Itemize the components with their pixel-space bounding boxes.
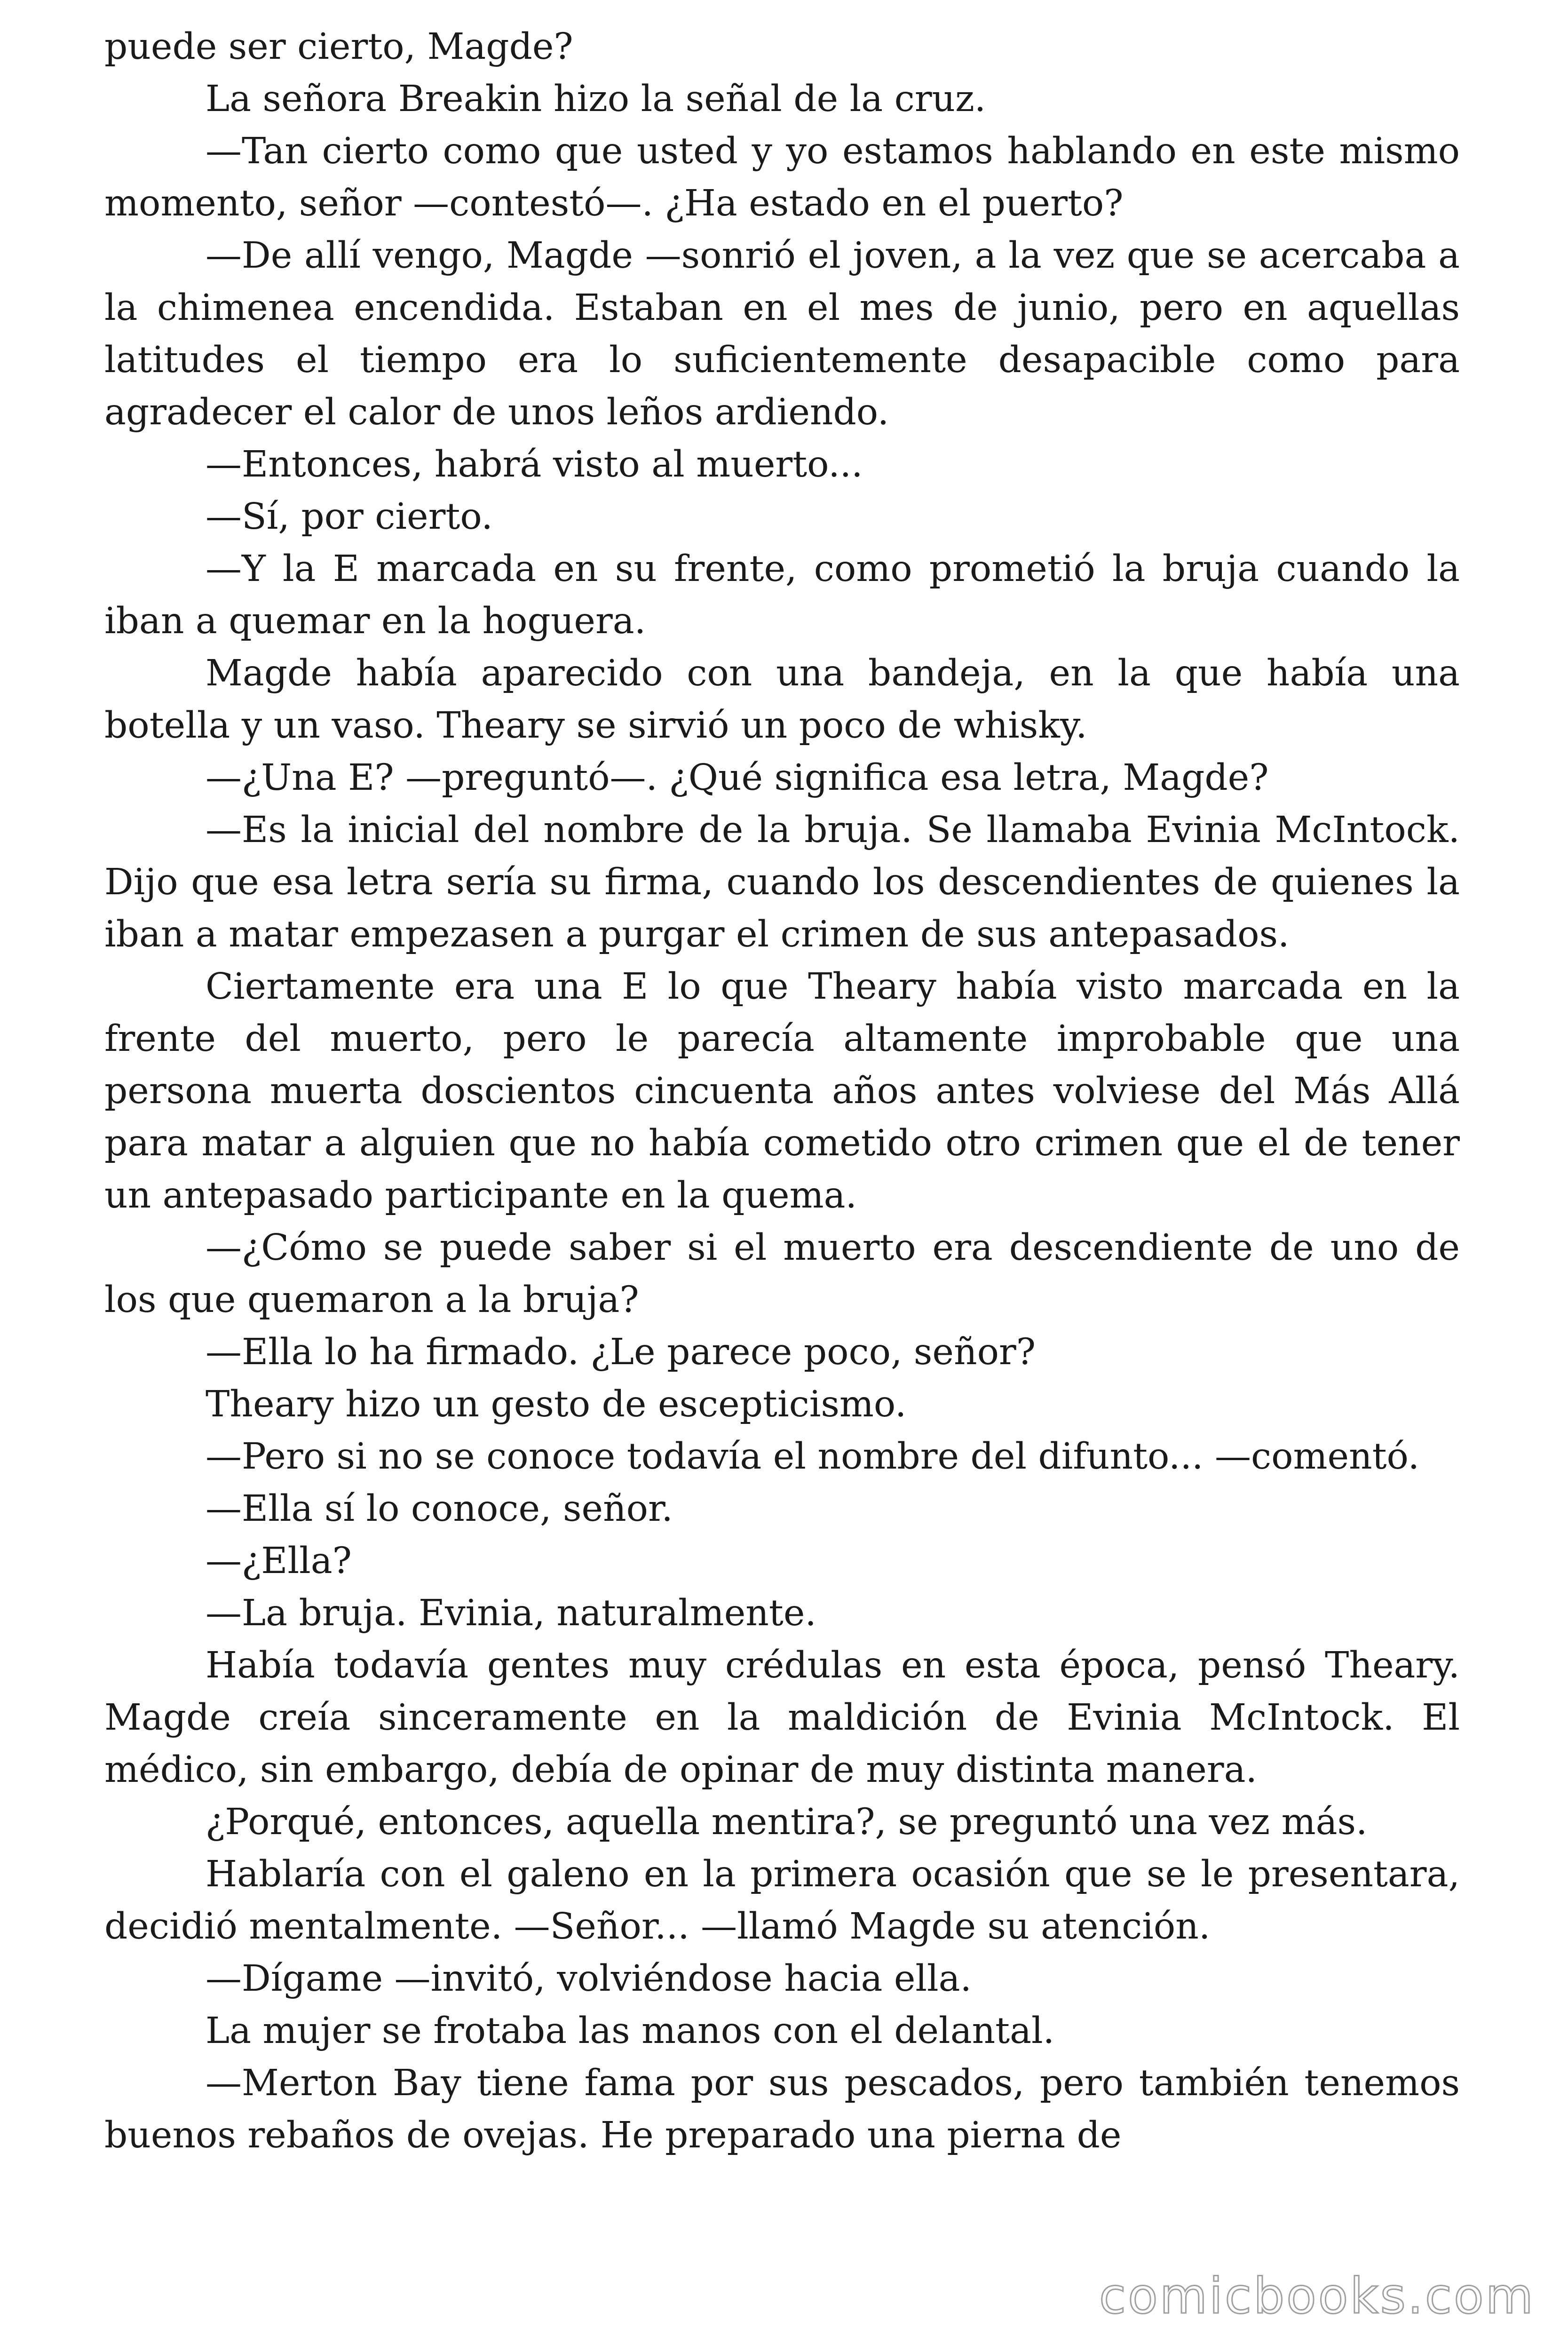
paragraph: Magde había aparecido con una bandeja, en la que había una botella y un vaso. Theary se sirvió un poco de whisky.: [104, 652, 1460, 747]
paragraph: —¿Ella?: [206, 1540, 352, 1582]
paragraph: —La bruja. Evinia, naturalmente.: [206, 1592, 816, 1634]
paragraph: —Ella sí lo conoce, señor.: [206, 1488, 673, 1530]
paragraph: —Es la inicial del nombre de la bruja. Se llamaba Evinia McIntock. Dijo que esa letra sería su firma, cuando los descendientes de quienes la iban a matar empezasen a purgar el crimen de sus antepasados.: [104, 809, 1460, 955]
paragraph: —Tan cierto como que usted y yo estamos hablando en este mismo momento, señor —contestó—. ¿Ha estado en el puerto?: [104, 130, 1460, 224]
paragraph: —Merton Bay tiene fama por sus pescados, pero también tenemos buenos rebaños de ovejas. He preparado una pierna de: [104, 2062, 1460, 2156]
paragraph: —Dígame —invitó, volviéndose hacia ella.: [206, 1958, 972, 2000]
paragraph: —Y la E marcada en su frente, como prometió la bruja cuando la iban a quemar en la hoguera.: [104, 548, 1460, 642]
paragraph: Theary hizo un gesto de escepticismo.: [206, 1383, 907, 1425]
paragraph: ¿Porqué, entonces, aquella mentira?, se preguntó una vez más.: [206, 1801, 1368, 1843]
paragraph: La mujer se frotaba las manos con el delantal.: [206, 2010, 1055, 2052]
paragraph: —¿Una E? —preguntó—. ¿Qué significa esa letra, Magde?: [206, 757, 1269, 799]
paragraph: Había todavía gentes muy crédulas en esta época, pensó Theary. Magde creía sinceramente en la maldición de Evinia McIntock. El médico, sin embargo, debía de opinar de muy distinta manera.: [104, 1645, 1460, 1791]
paragraph: —Pero si no se conoce todavía el nombre del difunto... —comentó.: [206, 1436, 1420, 1478]
paragraph: —¿Cómo se puede saber si el muerto era descendiente de uno de los que quemaron a la bruja?: [104, 1227, 1460, 1321]
paragraph: —Entonces, habrá visto al muerto...: [206, 444, 863, 485]
paragraph: Hablaría con el galeno en la primera ocasión que se le presentara, decidió mentalmente. —Señor... —llamó Magde su atención.: [104, 1853, 1460, 1947]
paragraph: puede ser cierto, Magde?: [104, 26, 573, 68]
paragraph: —Sí, por cierto.: [206, 496, 493, 538]
site-watermark: comicbooks.com: [1099, 2267, 1535, 2325]
paragraph: —Ella lo ha firmado. ¿Le parece poco, señor?: [206, 1331, 1036, 1373]
paragraph: La señora Breakin hizo la señal de la cruz.: [206, 78, 986, 120]
paragraph: Ciertamente era una E lo que Theary había visto marcada en la frente del muerto, pero le parecía altamente improbable que una persona muerta doscientos cincuenta años antes volviese del Más Allá para matar a alguien que no había cometido otro crimen que el de tener un antepasado participante en la quema.: [104, 966, 1460, 1216]
book-page: [104, 0, 1460, 2161]
paragraph: —De allí vengo, Magde —sonrió el joven, a la vez que se acercaba a la chimenea encendida. Estaban en el mes de junio, pero en aquellas latitudes el tiempo era lo suficientemente desapacible como para agradecer el calor de unos leños ardiendo.: [104, 235, 1460, 433]
